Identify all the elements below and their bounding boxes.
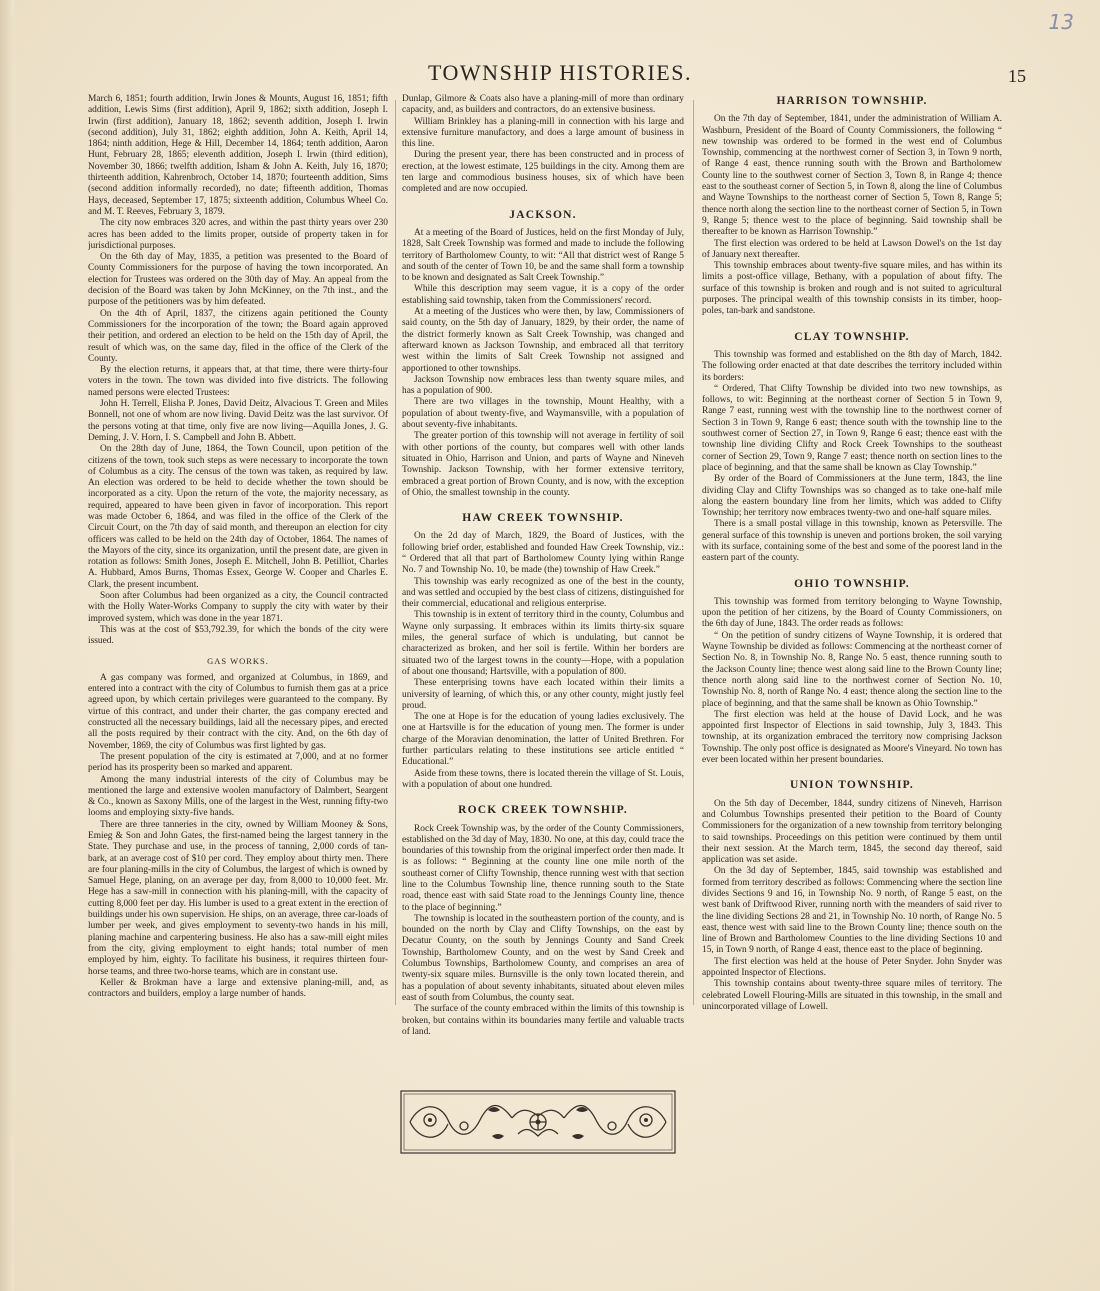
paragraph: While this description may seem vague, it is a copy of the order establishing said township, taken from the Commissioners' record. bbox=[402, 284, 684, 306]
paragraph: On the 28th day of June, 1864, the Town Council, upon petition of the citizens of the town, took such steps as were necessary to incorporate the town of Columbus as a city. The census of the town was taken, as required by law. An election was ordered to be held to decide whether the town should be incorporated as a city. Upon the return of the vote, the majority necessary, as required, appeared to have been given in favor of incorporation. This report was made October 6, 1864, and was filed in the office of the Clerk of the Circuit Court, on the 7th day of said month, and thereupon an election for city officers was called to be held on the 24th day of October, 1864. The names of the Mayors of the city, since its organization, until the present date, are given in rotation as follows: Smith Jones, Joseph E. Mitchell, John B. Petilliot, Charles A. Hubbard, Amos Burns, Thomas Essex, George W. Cooper and Charles E. Clark, the present incumbent. bbox=[88, 444, 388, 590]
paragraph: Aside from these towns, there is located therein the village of St. Louis, with a population of about one hundred. bbox=[402, 768, 684, 790]
handwritten-page-note: 13 bbox=[1048, 10, 1074, 34]
paragraph: At a meeting of the Justices who were then, by law, Commissioners of said county, on the 5th day of January, 1829, by their order, the name of the district formerly known as Salt Creek Township, was changed and afterward known as Jackson Township, and embraced all that territory west within the limits of Salt Creek Township not assigned and apportioned to other townships. bbox=[402, 307, 684, 374]
paragraph: Among the many industrial interests of the city of Columbus may be mentioned the large and extensive woolen manufactory of Dalmbert, Seargent & Co., known as Saxony Mills, one of the largest in the West, running fifty-two looms and employing sixty-five hands. bbox=[88, 774, 388, 819]
decorative-ornament bbox=[400, 1090, 676, 1154]
text-column-middle bbox=[402, 94, 684, 1174]
page-title: TOWNSHIP HISTORIES. bbox=[427, 60, 692, 85]
paragraph: The first election was held at the house of Peter Snyder. John Snyder was appointed Inspector of Elections. bbox=[702, 956, 1002, 979]
section-heading-jackson: JACKSON. bbox=[509, 208, 577, 221]
paragraph: The first election was ordered to be held at Lawson Dowel's on the 1st day of January next thereafter. bbox=[702, 238, 1002, 260]
paragraph: This township embraces about twenty-five square miles, and has within its limits a post-office village, Bethany, with a population of about fifty. The surface of this township is broken and rough and is not suited to agricultural purposes. The principal wealth of this township consists in its timber, hoop-poles, tan-bark and sandstone. bbox=[702, 261, 1002, 317]
paragraph: The city now embraces 320 acres, and within the past thirty years over 230 acres has been added to the limits proper, outside of property taken in for jurisdictional purposes. bbox=[88, 218, 388, 251]
binding-edge bbox=[0, 0, 14, 1291]
paragraph: The present population of the city is estimated at 7,000, and at no former period has its prosperity been so marked and apparent. bbox=[88, 751, 388, 774]
paragraph: On the 2d day of March, 1829, the Board of Justices, with the following brief order, established and founded Haw Creek Township, viz.: “ Ordered that all that part of Bartholomew County lying within Range No. 7 and Township No. 10, be made (the) township of Haw Creek.” bbox=[402, 531, 684, 576]
section-heading-harrison: HARRISON TOWNSHIP. bbox=[776, 95, 928, 107]
paragraph: Jackson Township now embraces less than twenty square miles, and has a population of 900. bbox=[402, 374, 684, 397]
paragraph: At a meeting of the Board of Justices, held on the first Monday of July, 1828, Salt Creek Township was formed and made to include the following territory of Bartholomew County, to wit: “All that district west of Range 5 and south of the center of Town 10, be and the same shall form a township to be known and designated as Salt Creek Township.” bbox=[402, 227, 684, 284]
paragraph: This township contains about twenty-three square miles of territory. The celebrated Lowell Flouring-Mills are situated in this township, in the small and unincorporated village of Lowell. bbox=[702, 979, 1002, 1012]
paragraph: “ On the petition of sundry citizens of Wayne Township, it is ordered that Wayne Township be divided as follows: Commencing at the northeast corner of Section No. 8, in Township No. 8, Range No. 5 east, thence running south to the Jackson County line; thence west along said line to the Brown County line; thence north along said line to the northwest corner of Section No. 10, Township No. 8, north of Range No. 4 east; thence along the section line to the place of beginning, and that the same shall be known as Ohio Township.” bbox=[702, 630, 1002, 709]
column-divider bbox=[693, 100, 694, 1005]
paragraph: This township was formed from territory belonging to Wayne Township, upon the petition of her citizens, by the Board of County Commissioners, on the 6th day of June, 1843. The order reads as follows: bbox=[702, 596, 1002, 630]
paragraph: Soon after Columbus had been organized as a city, the Council contracted with the Holly Water-Works Company to supply the city with water by their improved system, which was done in the year 1871. bbox=[88, 591, 388, 624]
paragraph: The surface of the county embraced within the limits of this township is broken, but contains within its boundaries many fertile and valuable tracts of land. bbox=[402, 1004, 684, 1037]
page-number: 15 bbox=[1008, 66, 1026, 86]
paragraph: On the 4th of April, 1837, the citizens again petitioned the County Commissioners for the incorporation of the town; the Board again approved their petition, and ordered an election to be held on the 15th day of April, the result of which was, on the same day, filed in the office of the Clerk of the County. bbox=[88, 308, 388, 364]
text-column-left bbox=[88, 94, 388, 1174]
section-heading-rock-creek: ROCK CREEK TOWNSHIP. bbox=[458, 804, 628, 817]
paragraph: During the present year, there has been constructed and in process of erection, at the lowest estimate, 125 buildings in the city. Among them are ten large and commodious business houses, six of which have been completed and are now occupied. bbox=[402, 150, 684, 195]
column-divider bbox=[395, 100, 396, 1005]
paragraph: The first election was held at the house of David Lock, and he was appointed first Inspector of Elections in said township, July 3, 1843. This township, at its organization embraced the territory now comprising Jackson Township. The only post office is designated as Moore's Vineyard. No town has ever been located within her present boundaries. bbox=[702, 709, 1002, 766]
paragraph: The township is located in the southeastern portion of the county, and is bounded on the north by Clay and Clifty Townships, on the east by Decatur County, on the south by Jennings County and Sand Creek Township, Bartholomew County, and on the west by Sand Creek and Columbus Townships, Bartholomew County, and comprises an area of twenty-six square miles. Burnsville is the only town located therein, and has a population of about seventy inhabitants, situated about eleven miles east of south from Columbus, the county seat. bbox=[402, 913, 684, 1003]
paragraph: John H. Terrell, Elisha P. Jones, David Deitz, Alvacious T. Green and Miles Bonnell, not one of whom are now living. David Deitz was the last survivor. Of the persons voting at that time, only five are now living—Aquilla Jones, J. G. Deming, J. V. Horn, I. S. Campbell and John B. Abbett. bbox=[88, 399, 388, 443]
text-column-right bbox=[702, 94, 1002, 1174]
paragraph: This township was early recognized as one of the best in the county, and was settled and occupied by the best class of citizens, distinguished for their commercial, educational and religious enterprise. bbox=[402, 576, 684, 610]
paragraph: By the election returns, it appears that, at that time, there were thirty-four voters in the town. The town was divided into five districts. The following named persons were elected Trustees: bbox=[88, 365, 388, 398]
section-heading-gas-works: GAS WORKS. bbox=[207, 655, 269, 666]
paragraph: This was at the cost of $53,792.39, for which the bonds of the city were issued. bbox=[88, 624, 388, 647]
paragraph: The one at Hope is for the education of young ladies exclusively. The one at Hartsville is for the education of young men. The former is under charge of the Moravian denomination, the latter of United Brethren. For further particulars relating to these institutions see article entitled “ Educational.” bbox=[402, 712, 684, 768]
section-heading-union: UNION TOWNSHIP. bbox=[790, 779, 914, 792]
paragraph: On the 3d day of September, 1845, said township was established and formed from territory described as follows: Commencing where the section line divides Sections 9 and 16, in Township No. 9 north, of Range 5 east, on the west bank of Driftwood River, running north with the meanders of said river to the line dividing Sections 28 and 21, in Township No. 10 north, of Range No. 5 east, thence west with said line to the Brown County line; thence south on the line of Brown and Bartholomew Counties to the line dividing Sections 10 and 15, in Town 9 north, of Range 4 east, thence east to the place of beginning. bbox=[702, 866, 1002, 956]
paragraph: On the 7th day of September, 1841, under the administration of William A. Washburn, President of the Board of County Commissioners, the following “ new township was ordered to be formed in the west end of Columbus Township, commencing at the northwest corner of Section 3, in Town 9 north, of Range 4 east, thence running south with the Brown and Bartholomew County line to the southwest corner of Section 3, Town 8, in Range 4; thence east to the southeast corner of Section 5, in Town 8, along the line of Columbus and Wayne Townships to the northeast corner of Section 5, Town 8, Range 5; thence north along the section line to the northeast corner of Section 5, in Town 9, Range 5; thence west to the place of beginning. Said township shall be thereafter to be known as Harrison Township.” bbox=[702, 114, 1002, 238]
section-heading-clay: CLAY TOWNSHIP. bbox=[794, 330, 910, 343]
paragraph: A gas company was formed, and organized at Columbus, in 1869, and entered into a contract with the city of Columbus to furnish them gas at a price agreed upon, by which certain privileges were guaranteed to the company. By virtue of this contract, and under their charter, the gas company erected and constructed all the necessary buildings, laid all the necessary pipes, and erected all the posts required by their contract with the city. And, on the 6th day of November, 1869, the city of Columbus was first lighted by gas. bbox=[88, 672, 388, 751]
paragraph: This township is in extent of territory third in the county, Columbus and Wayne only surpassing. It embraces within its limits thirty-six square miles, the general surface of which is undulating, but cannot be characterized as broken, and her soil is fertile. Within her borders are situated two of the largest towns in the county—Hope, with a population of about one thousand; Hartsville, with a population of 800. bbox=[402, 610, 684, 677]
paragraph: By order of the Board of Commissioners at the June term, 1843, the line dividing Clay and Clifty Townships was so changed as to take one-half mile along the eastern boundary line from her limits, which was added to Clifty Township; her territory now embraces twenty-two and one-half square miles. bbox=[702, 474, 1002, 519]
paragraph: There is a small postal village in this township, known as Petersville. The general surface of this township is uneven and portions broken, the soil varying with its surface, containing some of the best and some of the poorest land in the eastern part of the county. bbox=[702, 519, 1002, 564]
paragraph: March 6, 1851; fourth addition, Irwin Jones & Mounts, August 16, 1851; fifth addition, Lewis Sims (first addition), April 9, 1862; sixth addition, Joseph I. Irwin (first addition), January 18, 1862; seventh addition, Joseph I. Irwin (second addition), July 31, 1862; eighth addition, John A. Keith, April 14, 1864; ninth addition, Hege & Hill, December 14, 1864; tenth addition, Aaron Hunt, February 28, 1865; eleventh addition, Joseph I. Irwin (third edition), November 30, 1866; twelfth addition, Isham & John A. Keith, July 16, 1870; thirteenth addition, Kahrenbroch, October 14, 1870; fourteenth addition, Sims (second addition informally recorded), no date; fifteenth addition, Thomas Hays, deceased, September 17, 1875; sixteenth addition, Columbus Wheel Co. and M. T. Reeves, February 3, 1879. bbox=[88, 94, 388, 217]
paragraph: These enterprising towns have each located within their limits a university of learning, of which this, or any other county, might justly feel proud. bbox=[402, 678, 684, 711]
paragraph: There are three tanneries in the city, owned by William Mooney & Sons, Emieg & Son and John Gates, the first-named being the largest tannery in the State. They purchase and use, in the process of tanning, 2,000 cords of tan-bark, at an average cost of $10 per cord. They employ about thirty men. There are four planing-mills in the city of Columbus, the largest of which is owned by Samuel Hege, planing, on an average per day, from 8,000 to 10,000 feet. Mr. Hege has a saw-mill in connection with his planing-mill, with the capacity of cutting 8,000 feet per day. His lumber is used to a great extent in the erection of buildings under his own supervision. He ships, on an average, three car-loads of lumber per week, and gives employment to seventy-two hands in his mill, planing machine and carpentering business. He also has a saw-mill eight miles from the city, giving employment to eight hands; total number of men employed by him, eighty. To facilitate his business, it requires thirteen four-horse teams, and three two-horse teams, which are in constant use. bbox=[88, 819, 388, 977]
section-heading-ohio: OHIO TOWNSHIP. bbox=[794, 577, 910, 590]
paragraph: There are two villages in the township, Mount Healthy, with a population of about twenty-five, and Waymansville, with a population of about seventy-five inhabitants. bbox=[402, 397, 684, 431]
paragraph: On the 5th day of December, 1844, sundry citizens of Nineveh, Harrison and Columbus Townships presented their petition to the Board of County Commissioners for the organization of a new township from territory belonging to said townships. Proceedings on this petition were continued by them until their next session. At the March term, 1845, the second day thereof, said application was set aside. bbox=[702, 798, 1002, 866]
section-heading-haw-creek: HAW CREEK TOWNSHIP. bbox=[462, 512, 624, 525]
paragraph: This township was formed and established on the 8th day of March, 1842. The following order enacted at that date describes the territory included within its borders: bbox=[702, 349, 1002, 383]
paragraph: Keller & Brokman have a large and extensive planing-mill, and, as contractors and builders, employ a large number of hands. bbox=[88, 977, 388, 1000]
paragraph: Rock Creek Township was, by the order of the County Commissioners, established on the 3d day of May, 1830. No one, at this day, could trace the boundaries of this township from the original imperfect order then made. It is as follows: “ Beginning at the county line one mile north of the southeast corner of Clifty Township, thence running west with that section line to the Columbus Township line, thence running south to the State road, thence east with said State road to the Jennings County line, thence to the place of beginning.” bbox=[402, 823, 684, 913]
paragraph: “ Ordered, That Clifty Township be divided into two new townships, as follows, to wit: Beginning at the northeast corner of Section 5 in Town 9, Range 7 east, running west with the township line to the northwest corner of Section 3 in Town 9, Range 6 east; thence south with the township line to the southwest corner of Section 27, in Town 9, Range 6 east; thence east with the township line dividing Clifty and Rock Creek Townships to the southeast corner of Section 29, Town 9, Range 7 east; thence north on section lines to the place of beginning, and that the same shall be known as Clay Township.” bbox=[702, 383, 1002, 473]
paragraph: The greater portion of this township will not average in fertility of soil with other portions of the county, but compares well with other lands situated in Ohio, Harrison and Union, and parts of Wayne and Nineveh Township. Jackson Township, with her former extensive territory, embraced a great portion of Brown County, and is now, with the exception of Ohio, the smallest township in the county. bbox=[402, 431, 684, 498]
paragraph: On the 6th day of May, 1835, a petition was presented to the Board of County Commissioners for the purpose of having the town incorporated. An election for Trustees was ordered on the 30th day of May. An appeal from the decision of the Board was taken by John McKinney, on the 7th inst., and the purpose of the petitioners was by him defeated. bbox=[88, 252, 388, 308]
paragraph: William Brinkley has a planing-mill in connection with his large and extensive furniture manufactory, and does a large amount of business in this line. bbox=[402, 116, 684, 150]
paragraph: Dunlap, Gilmore & Coats also have a planing-mill of more than ordinary capacity, and, as builders and contractors, do an extensive business. bbox=[402, 94, 684, 116]
